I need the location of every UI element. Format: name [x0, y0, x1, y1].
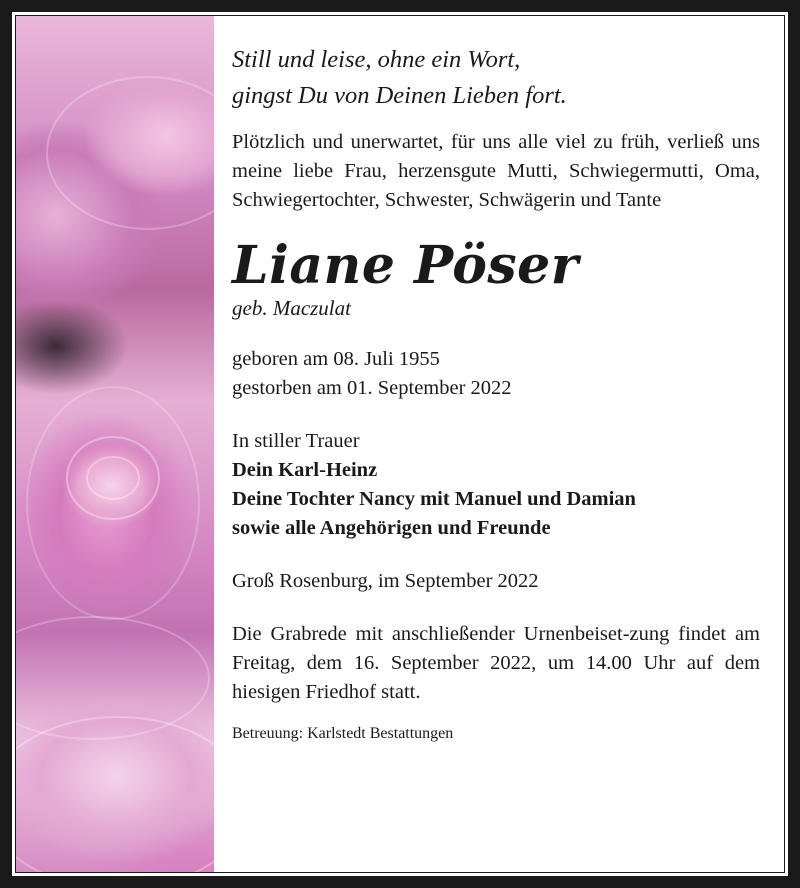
funeral-home: Betreuung: Karlstedt Bestattungen — [232, 725, 454, 742]
intro-text: Plötzlich und unerwartet, für uns alle viel zu früh, verließ uns meine liebe Frau, herzensgute Mutti, Schwiegermutti, Oma, Schwiegertochter, Schwester, Schwägerin und Tante — [232, 131, 760, 211]
place-date: Groß Rosenburg, im September 2022 — [232, 570, 539, 592]
rose-petal-shape — [26, 386, 200, 620]
ceremony-info: Die Grabrede mit anschließender Urnenbeiset-zung findet am Freitag, dem 16. September 2022, um 14.00 Uhr auf dem hiesigen Friedhof statt. — [232, 623, 760, 703]
deceased-name: Liane Pöser — [232, 235, 579, 296]
poem — [232, 42, 760, 114]
mourners — [232, 427, 760, 543]
obituary-card — [15, 15, 785, 873]
death-date: gestorben am 01. September 2022 — [232, 377, 512, 399]
maiden-name: geb. Maczulat — [232, 296, 351, 320]
mourner-line: Dein Karl-Heinz — [232, 459, 378, 481]
rose-petal-shape — [16, 716, 214, 872]
mourner-line: sowie alle Angehörigen und Freunde — [232, 517, 551, 539]
rose-petal-shape — [46, 76, 214, 230]
birth-date: geboren am 08. Juli 1955 — [232, 348, 440, 370]
mourner-line: Deine Tochter Nancy mit Manuel und Damian — [232, 488, 636, 510]
mourning-intro: In stiller Trauer — [232, 430, 360, 452]
obituary-text — [232, 42, 760, 745]
life-dates — [232, 345, 760, 403]
poem-line: Still und leise, ohne ein Wort, — [232, 46, 521, 73]
rose-flowers-image — [16, 16, 214, 872]
poem-line: gingst Du von Deinen Lieben fort. — [232, 82, 567, 109]
